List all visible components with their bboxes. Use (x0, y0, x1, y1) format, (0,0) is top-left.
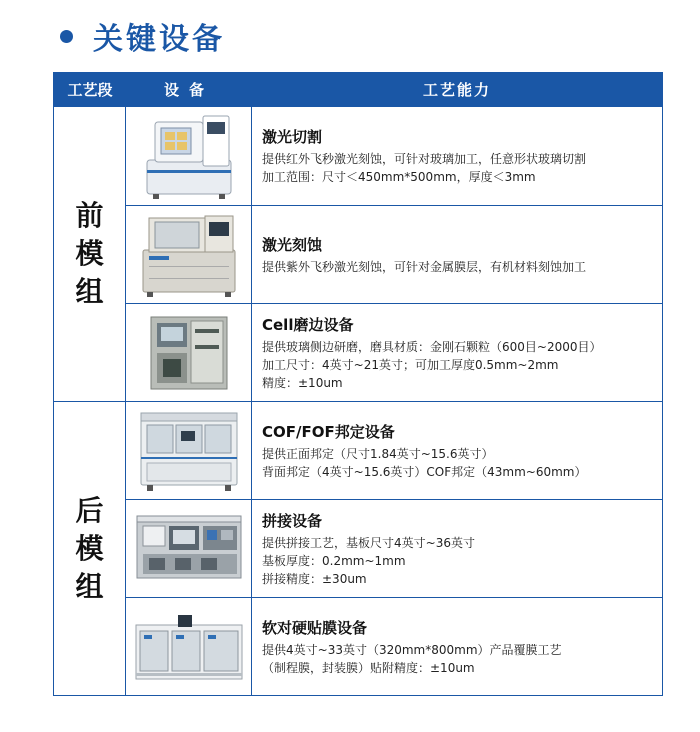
capability-cell (262, 500, 656, 597)
equipment-name: COF/FOF邦定设备 (262, 422, 395, 441)
group-char: 组 (75, 275, 104, 308)
table-row-lamination (126, 598, 662, 695)
group-char: 前 (75, 199, 104, 232)
equipment-image-cell (126, 304, 252, 401)
capability-line: 基板厚度：0.2mm~1mm (262, 553, 406, 568)
table-row-laser-etching (126, 206, 662, 304)
header-stage: 工艺段 (67, 81, 113, 99)
bullet-dot (60, 30, 73, 43)
equipment-table (53, 72, 663, 696)
equipment-image-cell (126, 500, 252, 597)
table-header (54, 73, 662, 107)
equipment-image-cell (126, 402, 252, 499)
table-row-edge-grinding (126, 304, 662, 402)
capability-line: 提供红外飞秒激光刻蚀，可针对玻璃加工，任意形状玻璃切割 (262, 152, 587, 166)
equipment-name: 软对硬贴膜设备 (262, 618, 368, 637)
capability-line: 拼接精度：±30um (262, 571, 367, 586)
laser-etching-machine-icon (139, 212, 239, 298)
equipment-name: 激光切割 (262, 128, 323, 146)
capability-line: 提供4英寸~33英寸（320mm*800mm）产品覆膜工艺 (262, 642, 562, 657)
bonding-machine-icon (137, 409, 241, 493)
section-title: 关键设备 (93, 22, 225, 57)
header-capability: 工艺能力 (422, 81, 491, 99)
group-char: 模 (75, 237, 104, 270)
equipment-name: Cell磨边设备 (262, 315, 354, 334)
group-back-module (54, 402, 126, 695)
equipment-image-cell (126, 107, 252, 205)
table-row-bonding (126, 402, 662, 500)
equipment-image-cell (126, 598, 252, 695)
capability-line: 背面邦定（4英寸~15.6英寸）COF邦定（43mm~60mm） (262, 464, 587, 479)
capability-cell (262, 304, 656, 401)
capability-cell (262, 402, 656, 499)
equipment-image-cell (126, 206, 252, 303)
equipment-name: 激光刻蚀 (262, 235, 323, 254)
edge-grinding-machine-icon (149, 315, 229, 391)
group-char: 组 (75, 569, 104, 603)
capability-line: 提供玻璃侧边研磨，磨具材质：金刚石颗粒（600目~2000目） (262, 339, 602, 354)
capability-line: 提供拼接工艺，基板尺寸4英寸~36英寸 (262, 535, 475, 550)
laser-cutting-machine-icon (141, 112, 237, 200)
capability-line: 加工范围：尺寸＜450mm*500mm，厚度＜3mm (262, 170, 536, 184)
lamination-machine-icon (134, 611, 244, 683)
section-heading (60, 14, 225, 58)
capability-cell (262, 107, 656, 205)
header-equipment: 设备 (163, 81, 214, 99)
capability-cell (262, 206, 656, 303)
capability-line: 提供正面邦定（尺寸1.84英寸~15.6英寸） (262, 446, 494, 461)
table-row-splicing (126, 500, 662, 598)
capability-line: 精度：±10um (262, 375, 343, 390)
table-row-laser-cutting (126, 107, 662, 206)
equipment-name: 拼接设备 (262, 511, 323, 530)
capability-line: 提供紫外飞秒激光刻蚀，可针对金属膜层，有机材料刻蚀加工 (262, 259, 587, 274)
capability-line: （制程膜，封装膜）贴附精度：±10um (262, 660, 475, 675)
capability-line: 加工尺寸：4英寸~21英寸；可加工厚度0.5mm~2mm (262, 357, 559, 372)
capability-cell (262, 598, 656, 695)
group-front-module (54, 107, 126, 402)
splicing-machine-icon (135, 514, 243, 584)
group-char: 模 (75, 531, 104, 565)
group-char: 后 (75, 493, 104, 527)
